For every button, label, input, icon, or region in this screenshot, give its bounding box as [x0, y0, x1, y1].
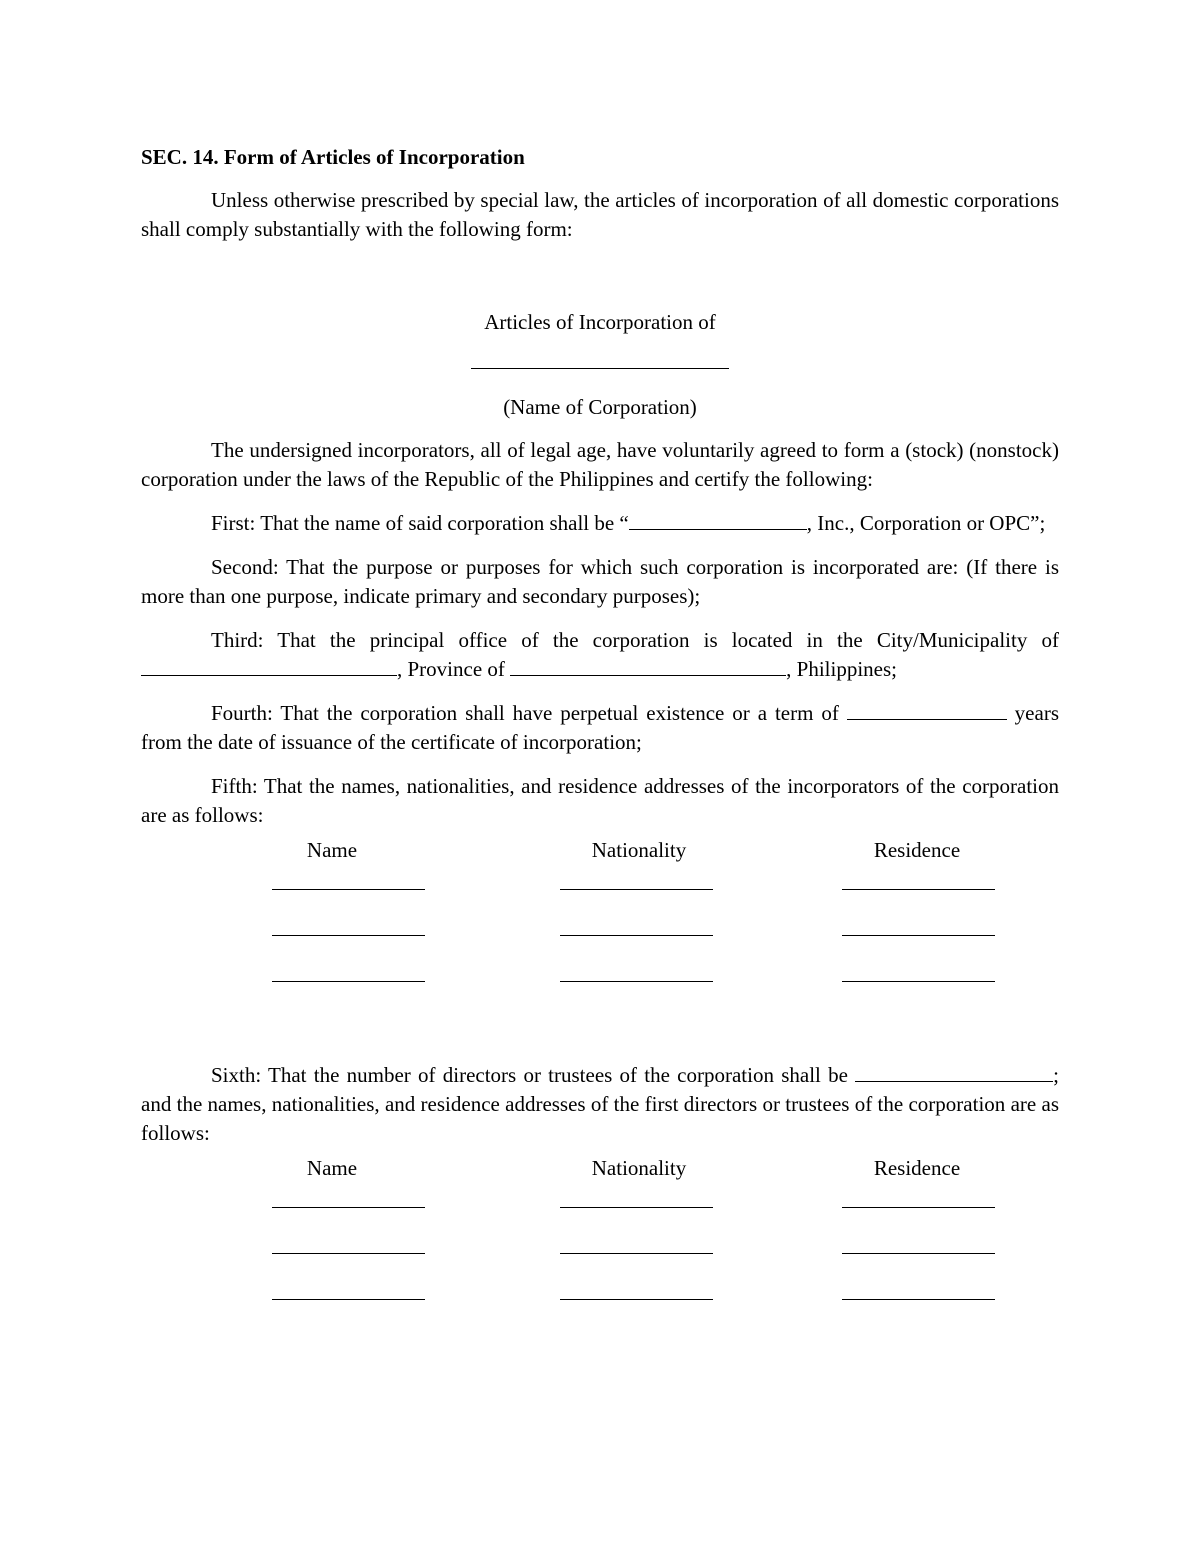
- name-blank: [272, 889, 425, 890]
- nationality-blank: [560, 889, 713, 890]
- third-clause-text-mid: , Province of: [397, 657, 511, 681]
- fifth-clause: Fifth: That the names, nationalities, and residence addresses of the incorporators of the corporation are as follows:: [141, 774, 1059, 827]
- name-caption: (Name of Corporation): [503, 395, 697, 419]
- column-residence: Residence: [873, 838, 961, 862]
- residence-blank: [842, 889, 995, 890]
- nationality-blank: [560, 935, 713, 936]
- residence-blank: [842, 1299, 995, 1300]
- fourth-clause-text-end: years from the date of issuance of the certificate of incorporation;: [141, 701, 1059, 754]
- sixth-clause-text-end: ; and the names, nationalities, and residence addresses of the first directors or trustees of the corporation are as follows:: [141, 1063, 1059, 1145]
- table-row: [141, 865, 1059, 911]
- residence-blank: [842, 935, 995, 936]
- table-row: [141, 1275, 1059, 1321]
- directors-columns: [141, 1154, 1059, 1183]
- incorporators-table: [141, 865, 1059, 1003]
- name-blank: [272, 981, 425, 982]
- term-blank: [847, 701, 1007, 720]
- name-blank: [272, 1253, 425, 1254]
- column-residence: Residence: [873, 1156, 961, 1180]
- table-row: [141, 911, 1059, 957]
- table-row: [141, 1183, 1059, 1229]
- intro-paragraph: Unless otherwise prescribed by special law, the articles of incorporation of all domestic corporations shall comply substantially with the following form:: [141, 188, 1059, 241]
- document-body: [141, 143, 1059, 1321]
- third-clause-text-end: , Philippines;: [786, 657, 898, 681]
- directors-table: [141, 1183, 1059, 1321]
- second-clause: Second: That the purpose or purposes for which such corporation is incorporated are: (If there is more than one purpose, indicate primary and secondary purposes);: [141, 555, 1059, 608]
- first-clause: [141, 509, 1059, 538]
- sixth-clause-text: Sixth: That the number of directors or trustees of the corporation shall be: [211, 1063, 856, 1087]
- residence-blank: [842, 1253, 995, 1254]
- name-blank: [272, 935, 425, 936]
- column-name: Name: [306, 1156, 358, 1180]
- column-nationality: Nationality: [591, 1156, 687, 1180]
- nationality-blank: [560, 1253, 713, 1254]
- fourth-clause: [141, 699, 1059, 757]
- fourth-clause-text: Fourth: That the corporation shall have perpetual existence or a term of: [211, 701, 847, 725]
- first-clause-text: First: That the name of said corporation shall be “: [211, 511, 629, 535]
- first-clause-text-end: , Inc., Corporation or OPC”;: [806, 511, 1046, 535]
- residence-blank: [842, 981, 995, 982]
- first-name-blank: [629, 511, 807, 530]
- third-clause: [141, 626, 1059, 684]
- name-blank: [272, 1299, 425, 1300]
- name-blank: [272, 1207, 425, 1208]
- column-name: Name: [306, 838, 358, 862]
- corporation-name-blank: [471, 367, 729, 369]
- incorporators-columns: [141, 836, 1059, 865]
- table-row: [141, 1229, 1059, 1275]
- column-nationality: Nationality: [591, 838, 687, 862]
- section-heading: SEC. 14. Form of Articles of Incorporation: [141, 145, 525, 169]
- third-clause-text: Third: That the principal office of the corporation is located in the City/Municipality of: [211, 628, 1059, 652]
- table-row: [141, 957, 1059, 1003]
- form-title: Articles of Incorporation of: [484, 310, 716, 334]
- nationality-blank: [560, 1207, 713, 1208]
- sixth-clause: [141, 1061, 1059, 1148]
- residence-blank: [842, 1207, 995, 1208]
- directors-count-blank: [855, 1063, 1053, 1082]
- province-blank: [510, 657, 786, 676]
- nationality-blank: [560, 1299, 713, 1300]
- nationality-blank: [560, 981, 713, 982]
- preamble-paragraph: The undersigned incorporators, all of legal age, have voluntarily agreed to form a (stock) (nonstock) corporation under the laws of the Republic of the Philippines and certify the following:: [141, 438, 1059, 491]
- city-blank: [141, 657, 397, 676]
